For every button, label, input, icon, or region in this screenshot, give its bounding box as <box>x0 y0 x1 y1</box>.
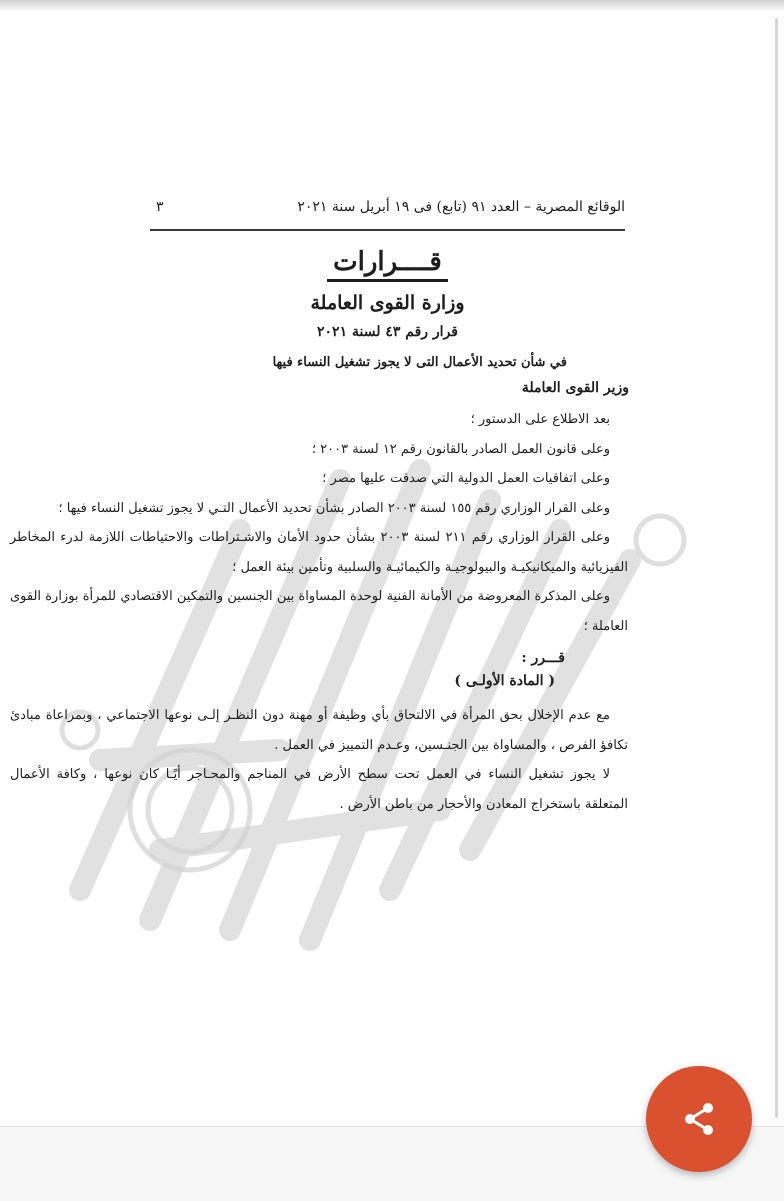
decree-number: قرار رقم ٤٣ لسنة ٢٠٢١ <box>317 324 458 340</box>
decided-label: قـــرر : <box>521 650 565 666</box>
gazette-issue-line: الوقائع المصرية – العدد ٩١ (تابع) فى ١٩ أبريل سنة ٢٠٢١ <box>297 199 625 215</box>
section-title <box>150 245 625 279</box>
article-paragraph: لا يجوز تشغيل النساء في العمل تحت سطح الأرض في المناجم والمحـاجر أيًـا كان نوعها ، وكافة الأعمال المتعلقة باستخراج المعادن والأحجار من باطن الأرض . <box>10 767 628 812</box>
article-paragraph: مع عدم الإخلال بحق المرأة في الالتحاق بأي وظيفة أو مهنة دون النظـر إلـى نوعها الاجتماعي ، وبمراعاة مبادئ تكافؤ الفرص ، والمساواة بين الجنـسين، وعـدم التمييز في العمل . <box>10 708 628 753</box>
ministry-name: وزارة القوى العاملة <box>310 292 465 314</box>
issuer-title: وزير القوى العاملة <box>521 380 629 396</box>
preamble-clause: وعلى القرار الوزاري رقم ١٥٥ لسنة ٢٠٠٣ الصادر بشأن تحديد الأعمال التـي لا يجوز تشغيل النساء فيها ؛ <box>58 500 610 516</box>
top-browser-edge <box>0 0 784 12</box>
gazette-page <box>10 185 629 819</box>
section-title-text: قــــرارات <box>327 247 448 282</box>
preamble <box>10 405 628 641</box>
preamble-clause: وعلى قانون العمل الصادر بالقانون رقم ١٢ لسنة ٢٠٠٣ ؛ <box>311 441 610 457</box>
preamble-clause: وعلى المذكرة المعروضة من الأمانة الفنية لوحدة المساواة بين الجنسين والتمكين الاقتصادي للمرأة بوزارة القوى العاملة ؛ <box>10 589 628 634</box>
preamble-clause: وعلى اتفاقيات العمل الدولية التي صدقت عليها مصر ؛ <box>322 471 610 486</box>
decree-subject: في شأن تحديد الأعمال التى لا يجوز تشغيل النساء فيها <box>272 355 567 370</box>
preamble-clause: وعلى القرار الوزاري رقم ٢١١ لسنة ٢٠٠٣ بشأن حدود الأمان والاشـتراطات والاحتياطات اللازمة لدرء المخاطر الفيزيائية والميكانيكيـة والبيولوجيـة والكيمائيـة والسلبية وتأمين بيئة العمل ؛ <box>10 530 628 575</box>
article-body <box>10 701 628 819</box>
share-icon <box>679 1099 719 1139</box>
scrollbar[interactable] <box>775 18 778 1118</box>
page-number: ٣ <box>156 199 164 215</box>
preamble-clause: بعد الاطلاع على الدستور ؛ <box>470 412 610 427</box>
running-header <box>150 185 625 231</box>
share-button[interactable] <box>646 1066 752 1172</box>
article-title: ( المادة الأولـى ) <box>454 673 555 689</box>
